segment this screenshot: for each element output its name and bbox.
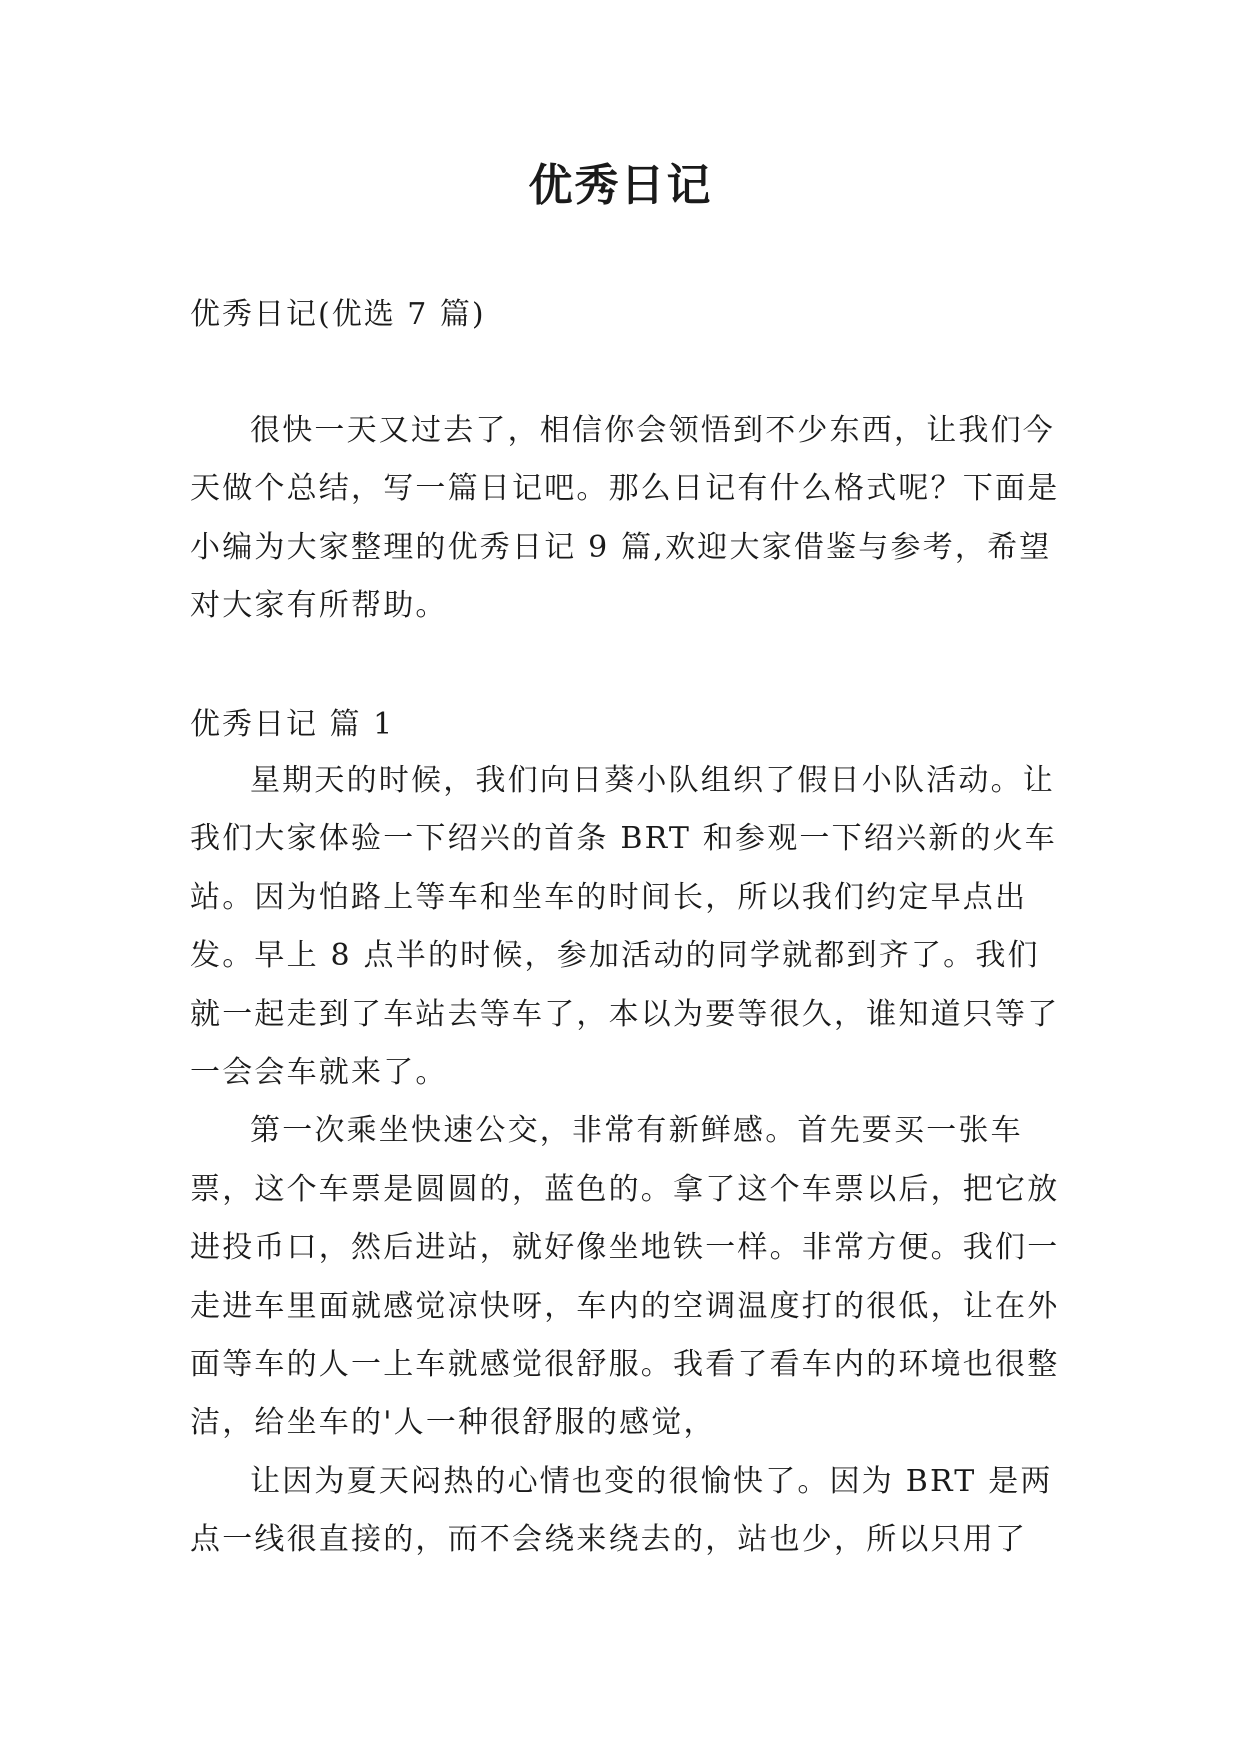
article-body (190, 752, 1060, 1570)
document-title: 优秀日记 (528, 160, 713, 211)
article-paragraph: 第一次乘坐快速公交，非常有新鲜感。首先要买一张车票，这个车票是圆圆的，蓝色的。拿了这个车票以后，把它放进投币口，然后进站，就好像坐地铁一样。非常方便。我们一走进车里面就感觉凉快呀，车内的空调温度打的很低，让在外面等车的人一上车就感觉很舒服。我看了看车内的环境也很整洁，给坐车的'人一种很舒服的感觉， (190, 1113, 1060, 1441)
intro-section (190, 402, 1060, 636)
intro-paragraph: 很快一天又过去了，相信你会领悟到不少东西，让我们今天做个总结，写一篇日记吧。那么日记有什么格式呢？下面是小编为大家整理的优秀日记 9 篇,欢迎大家借鉴与参考，希望对大家有所帮助。 (190, 413, 1060, 624)
document-subtitle: 优秀日记(优选 7 篇) (190, 297, 486, 332)
section-heading: 优秀日记 篇 1 (190, 707, 395, 742)
article-paragraph: 星期天的时候，我们向日葵小队组织了假日小队活动。让我们大家体验一下绍兴的首条 BRT 和参观一下绍兴新的火车站。因为怕路上等车和坐车的时间长，所以我们约定早点出发。早上 8 点半的时候，参加活动的同学就都到齐了。我们就一起走到了车站去等车了，本以为要等很久，谁知道只等了一会会车就来了。 (190, 763, 1060, 1091)
article-paragraph: 让因为夏天闷热的心情也变的很愉快了。因为 BRT 是两点一线很直接的，而不会绕来绕去的，站也少，所以只用了 (190, 1463, 1053, 1558)
